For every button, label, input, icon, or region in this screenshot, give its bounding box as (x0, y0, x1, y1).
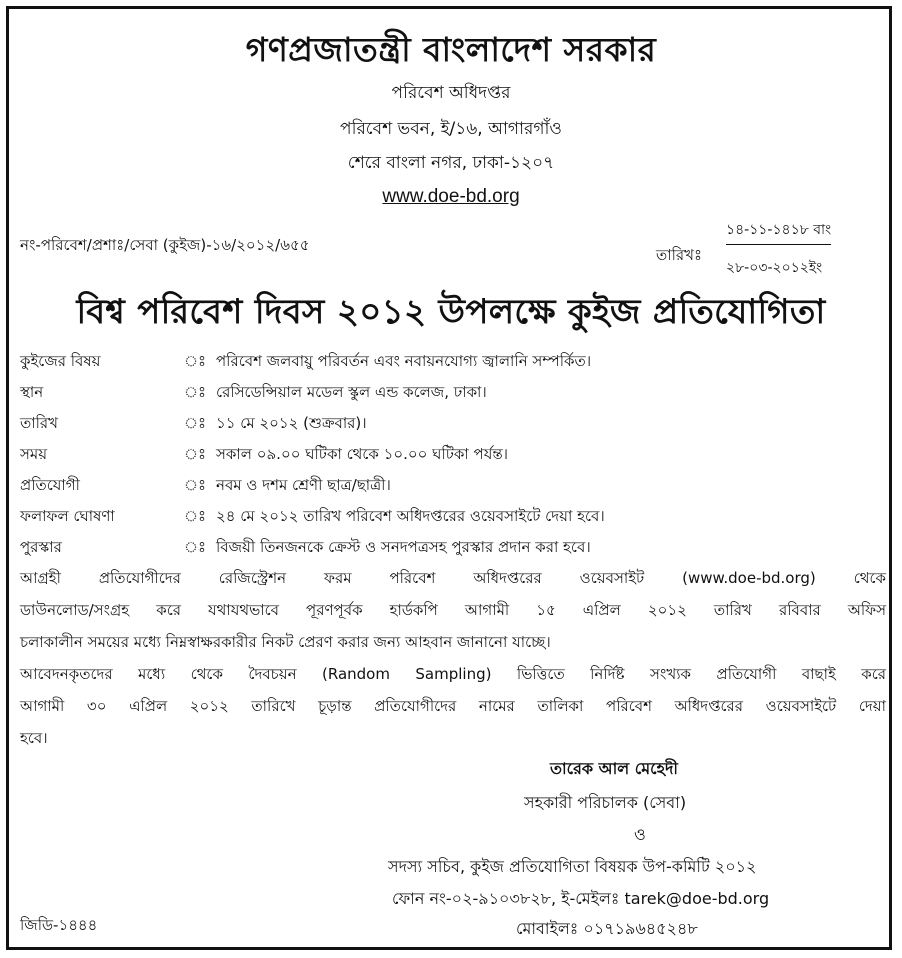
department-name: পরিবেশ অধিদপ্তর (391, 83, 511, 103)
detail-label: প্রতিযোগী (20, 476, 80, 494)
detail-label: কুইজের বিষয় (20, 352, 101, 370)
paragraph-line: চলাকালীন সময়ের মধ্যে নিম্নস্বাক্ষরকারীর নিকট প্রেরণ করার জন্য আহবান জানানো যাচ্ছে। (20, 633, 551, 651)
address-line-2: শেরে বাংলা নগর, ঢাকা-১২০৭ (347, 153, 555, 173)
detail-colon: ঃ (184, 476, 207, 494)
detail-label: সময় (20, 445, 48, 463)
date-bangla: ১৪-১১-১৪১৮ বাং (726, 218, 831, 245)
paragraph-selection (20, 658, 886, 754)
detail-label: ফলাফল ঘোষণা (20, 507, 115, 525)
detail-label: তারিখ (20, 414, 58, 432)
gd-number: জিডি-১৪৪৪ (20, 916, 98, 934)
detail-label: পুরস্কার (20, 538, 62, 556)
detail-value: ১১ মে ২০১২ (শুক্রবার)। (216, 414, 367, 432)
detail-colon: ঃ (184, 414, 207, 432)
detail-value: পরিবেশ জলবায়ু পরিবর্তন এবং নবায়নযোগ্য জ্বালানি সম্পর্কিত। (216, 352, 592, 370)
date-label: তারিখঃ (656, 246, 702, 264)
paragraph-line: ডাউনলোড/সংগ্রহ করে যথাযথভাবে পূরণপূর্বক হার্ডকপি আগামী ১৫ এপ্রিল ২০১২ তারিখ রবিবার অফিস (20, 601, 886, 619)
paragraph-line: আগ্রহী প্রতিযোগীদের রেজিস্ট্রেশন ফরম পরিবেশ অধিদপ্তরের ওয়েবসাইট (www.doe-bd.org) থেকে (20, 569, 886, 587)
detail-colon: ঃ (184, 538, 207, 556)
paragraph-registration (20, 562, 886, 658)
detail-colon: ঃ (184, 383, 207, 401)
notice-border (6, 6, 892, 950)
signatory-name: তারেক আল মেহেদী (550, 759, 678, 778)
signatory-role: সদস্য সচিব, কুইজ প্রতিযোগিতা বিষয়ক উপ-কমিটি ২০১২ (388, 857, 757, 876)
org-title: গণপ্রজাতন্ত্রী বাংলাদেশ সরকার (245, 30, 657, 69)
detail-colon: ঃ (184, 445, 207, 463)
paragraph-line: আগামী ৩০ এপ্রিল ২০১২ তারিখে চূড়ান্ত প্রতিযোগীদের নামের তালিকা পরিবেশ অধিদপ্তরের ওয়েবসাইটে দেয়া (20, 697, 886, 715)
detail-colon: ঃ (184, 352, 207, 370)
detail-value: সকাল ০৯.০০ ঘটিকা থেকে ১০.০০ ঘটিকা পর্যন্ত। (216, 445, 509, 463)
detail-value: বিজয়ী তিনজনকে ক্রেস্ট ও সনদপত্রসহ পুরস্কার প্রদান করা হবে। (216, 538, 591, 556)
signatory-conjunction: ও (634, 825, 646, 844)
signatory-mobile: মোবাইলঃ ০১৭১৯৬৪৫২৪৮ (516, 919, 698, 938)
detail-label: স্থান (20, 383, 44, 401)
address-line-1: পরিবেশ ভবন, ই/১৬, আগারগাঁও (340, 119, 562, 139)
signatory-title: সহকারী পরিচালক (সেবা) (524, 793, 687, 812)
date-gregorian: ২৮-০৩-২০১২ইং (726, 260, 823, 276)
detail-colon: ঃ (184, 507, 207, 525)
memo-number: নং-পরিবেশ/প্রশাঃ/সেবা (কুইজ)-১৬/২০১২/৬৫৫ (20, 236, 310, 254)
signatory-contact: ফোন নং-০২-৯১০৩৮২৮, ই-মেইলঃ tarek@doe-bd.org (392, 889, 770, 908)
headline: বিশ্ব পরিবেশ দিবস ২০১২ উপলক্ষে কুইজ প্রতিযোগিতা (76, 292, 826, 332)
detail-value: রেসিডেন্সিয়াল মডেল স্কুল এন্ড কলেজ, ঢাকা। (216, 383, 487, 401)
detail-value: ২৪ মে ২০১২ তারিখ পরিবেশ অধিদপ্তরের ওয়েবসাইটে দেয়া হবে। (216, 507, 605, 525)
website-link[interactable]: www.doe-bd.org (382, 186, 520, 207)
paragraph-line: হবে। (20, 729, 48, 747)
detail-value: নবম ও দশম শ্রেণী ছাত্র/ছাত্রী। (216, 476, 391, 494)
paragraph-line: আবেদনকৃতদের মধ্যে থেকে দৈবচয়ন (Random Sampling) ভিত্তিতে নির্দিষ্ট সংখ্যক প্রতিযোগী বাছাই করে (20, 665, 886, 683)
